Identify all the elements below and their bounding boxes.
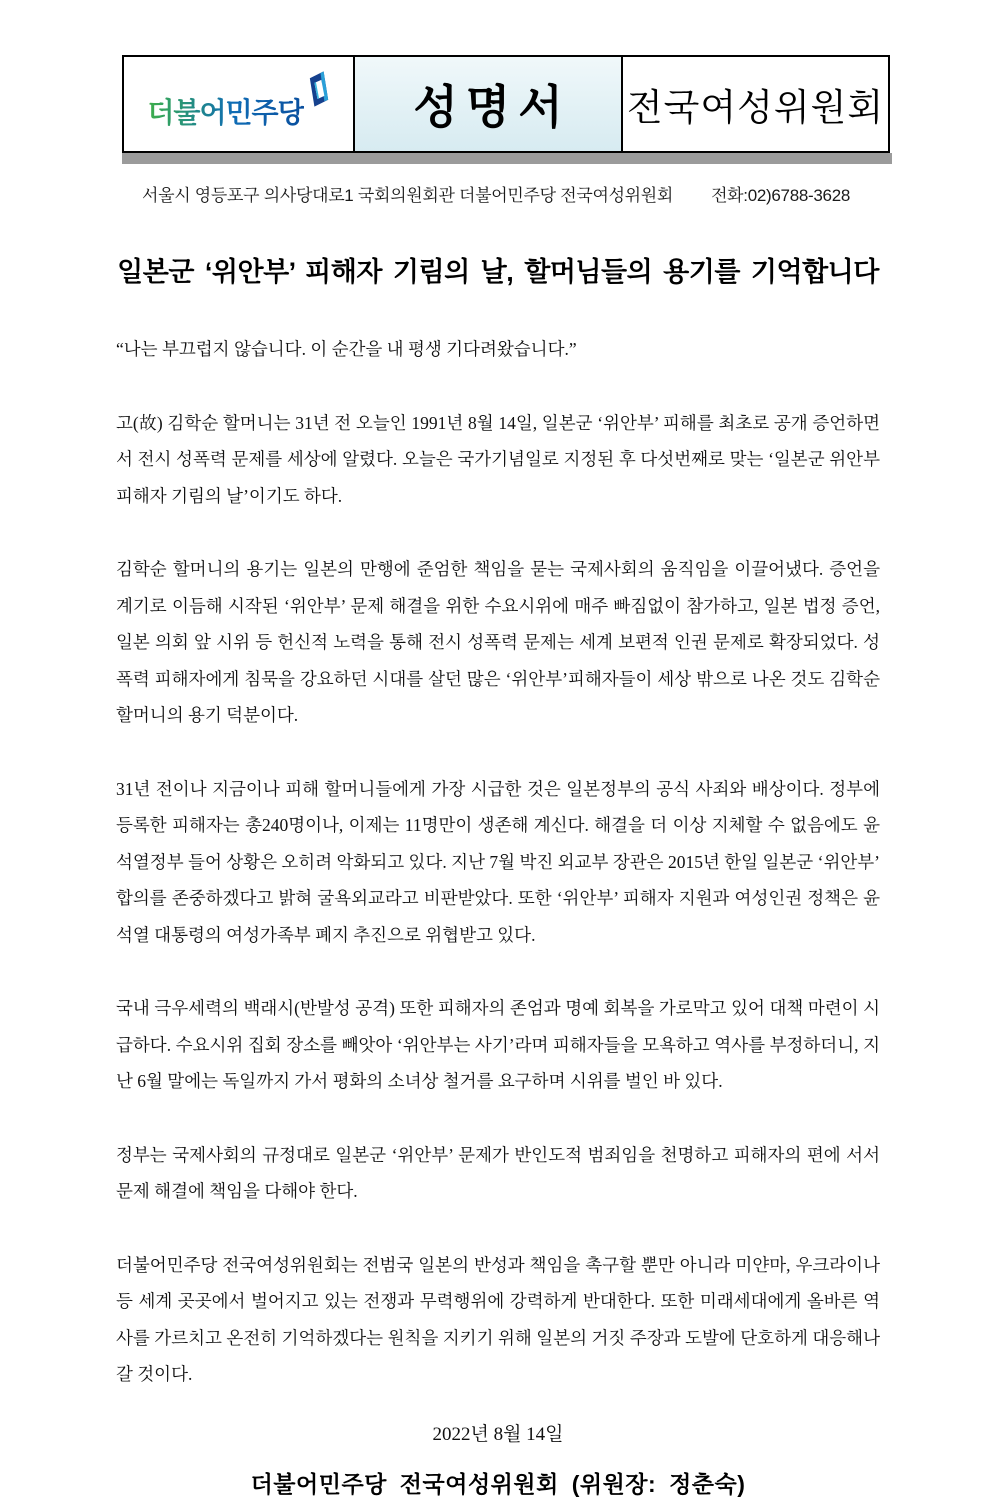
org-name-cell	[623, 57, 888, 151]
divider-bar	[122, 153, 892, 164]
party-name-wordmark: 더불어민주당	[147, 97, 304, 128]
statement-paragraph: 김학순 할머니의 용기는 일본의 만행에 준엄한 책임을 묻는 국제사회의 움직임을 이끌어냈다. 증언을 계기로 이듬해 시작된 ‘위안부’ 문제 해결을 위한 수요시위에 매주 빠짐없이 참가하고, 일본 법정 증언, 일본 의회 앞 시위 등 헌신적 노력을 통해 전시 성폭력 문제는 세계 보편적 인권 문제로 확장되었다. 성폭력 피해자에게 침묵을 강요하던 시대를 살던 많은 ‘위안부’피해자들이 세상 밖으로 나온 것도 김학순 할머니의 용기 덕분이다.	[116, 559, 880, 725]
statement-paragraph: 고(故) 김학순 할머니는 31년 전 오늘인 1991년 8월 14일, 일본군 ‘위안부’ 피해를 최초로 공개 증언하면서 전시 성폭력 문제를 세상에 알렸다. 오늘은 국가기념일로 지정된 후 다섯번째로 맞는 ‘일본군 위안부 피해자 기림의 날’이기도 하다.	[116, 412, 880, 506]
party-logo-cell	[124, 57, 353, 151]
statement-document	[0, 55, 992, 1497]
statement-signature: 더불어민주당 전국여성위원회 (위원장: 정춘숙)	[250, 1470, 746, 1497]
statement-date: 2022년 8월 14일	[432, 1423, 564, 1445]
doc-type-label: 성명서	[413, 81, 571, 133]
doc-type-cell	[353, 57, 623, 151]
address-line	[0, 181, 992, 206]
statement-paragraph: 더불어민주당 전국여성위원회는 전범국 일본의 반성과 책임을 촉구할 뿐만 아니라 미얀마, 우크라이나 등 세계 곳곳에서 벌어지고 있는 전쟁과 무력행위에 강력하게 반대한다. 또한 미래세대에게 올바른 역사를 가르치고 온전히 기억하겠다는 원칙을 지키기 위해 일본의 거짓 주장과 도발에 단호하게 대응해나갈 것이다.	[116, 1254, 880, 1384]
party-logo-icon	[306, 69, 332, 114]
statement-paragraph: 정부는 국제사회의 규정대로 일본군 ‘위안부’ 문제가 반인도적 범죄임을 천명하고 피해자의 편에 서서 문제 해결에 책임을 다해야 한다.	[116, 1144, 880, 1201]
statement-quote: “나는 부끄럽지 않습니다. 이 순간을 내 평생 기다려왔습니다.”	[116, 339, 577, 359]
statement-body	[116, 250, 880, 1499]
statement-paragraph: 31년 전이나 지금이나 피해 할머니들에게 가장 시급한 것은 일본정부의 공식 사죄와 배상이다. 정부에 등록한 피해자는 총240명이나, 이제는 11명만이 생존해 계신다. 해결을 더 이상 지체할 수 없음에도 윤석열정부 들어 상황은 오히려 악화되고 있다. 지난 7월 박진 외교부 장관은 2015년 한일 일본군 ‘위안부’ 합의를 존중하겠다고 밝혀 굴욕외교라고 비판받았다. 또한 ‘위안부’ 피해자 지원과 여성인권 정책은 윤석열 대통령의 여성가족부 폐지 추진으로 위협받고 있다.	[116, 778, 880, 945]
party-logo	[147, 77, 329, 131]
address-text: 서울시 영등포구 의사당대로1 국회의원회관 더불어민주당 전국여성위원회	[142, 186, 674, 205]
statement-title: 일본군 ‘위안부’ 피해자 기림의 날, 할머님들의 용기를 기억합니다	[117, 257, 879, 287]
letterhead-table	[122, 55, 890, 153]
letterhead	[122, 55, 890, 164]
phone-text: 전화:02)6788-3628	[711, 186, 850, 205]
statement-paragraph: 국내 극우세력의 백래시(반발성 공격) 또한 피해자의 존엄과 명예 회복을 가로막고 있어 대책 마련이 시급하다. 수요시위 집회 장소를 빼앗아 ‘위안부는 사기’라며 피해자들을 모욕하고 역사를 부정하더니, 지난 6월 말에는 독일까지 가서 평화의 소녀상 철거를 요구하며 시위를 벌인 바 있다.	[116, 998, 880, 1091]
org-name-label: 전국여성위원회	[626, 88, 885, 129]
